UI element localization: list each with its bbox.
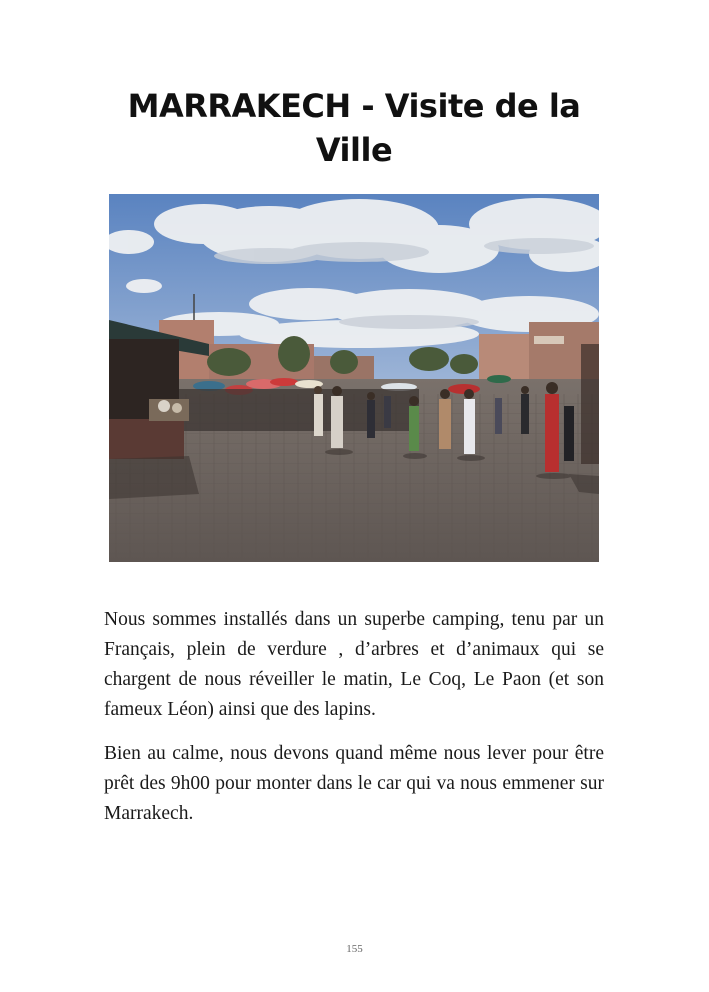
body-text: [104, 605, 604, 843]
page-title: MARRAKECH - Visite de la Ville: [127, 87, 581, 169]
marrakech-square-photo: [109, 194, 599, 562]
paragraph-2: Bien au calme, nous devons quand même nous lever pour être prêt des 9h00 pour monter dans le car qui va nous emmener sur Marrakech.: [104, 743, 604, 824]
photo-illustration: [109, 194, 599, 562]
paragraph-1: Nous sommes installés dans un superbe camping, tenu par un Français, plein de verdure , d’arbres et d’animaux qui se chargent de nous réveiller le matin, Le Coq, Le Paon (et son fameux Léon) ainsi que des lapins.: [104, 609, 604, 720]
page-number: 155: [346, 943, 363, 955]
